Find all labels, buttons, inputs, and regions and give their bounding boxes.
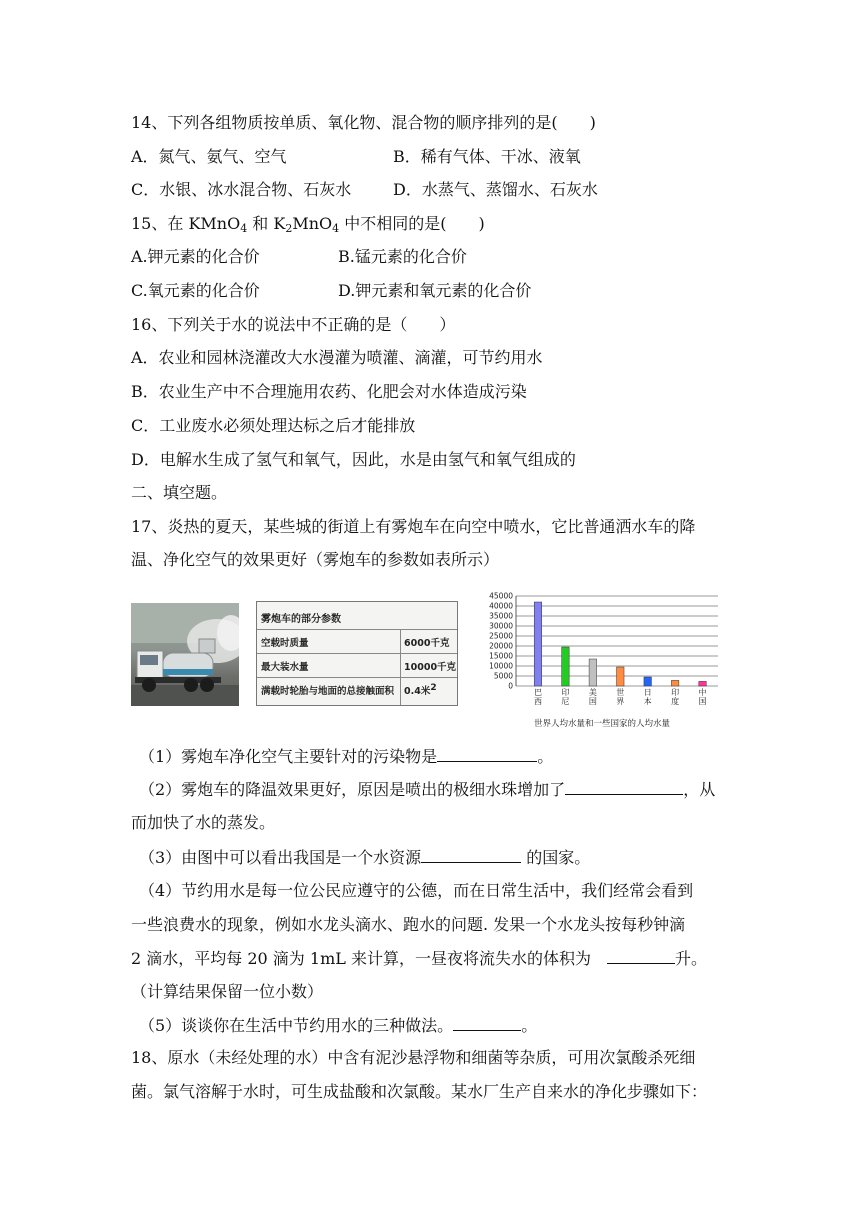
table-row-value: 0.4米$^2$: [404, 682, 437, 697]
fog-cannon-truck-photo: [131, 603, 239, 706]
q16-option-b: B．农业生产中不合理施用农药、化肥会对水体造成污染: [131, 382, 527, 401]
table-row-label: 空载时质量: [261, 638, 309, 649]
chart-bar-1: [562, 647, 570, 686]
table-row: [257, 653, 457, 678]
q15-option-d: D.钾元素和氧元素的化合价: [338, 281, 532, 300]
section-heading: 二、填空题。: [131, 483, 228, 502]
chart-y-tick-label: 20000: [489, 641, 513, 651]
q17-part4-line3: 2 滴水，平均每 20 滴为 1mL 来计算，一昼夜将流失水的体积为 升。: [131, 949, 707, 968]
q14-option-c: C．水银、冰水混合物、石灰水: [131, 180, 352, 199]
q14-option-b: B．稀有气体、干冰、液氧: [393, 147, 581, 166]
q17-part2: （2）雾炮车的降温效果更好，原因是喷出的极细水珠增加了 ，从: [139, 780, 716, 799]
chart-y-tick-label: 40000: [489, 601, 513, 611]
chart-bar-0: [534, 602, 542, 686]
chart-x-tick-label: 国: [698, 697, 707, 706]
chart-y-tick-label: 15000: [489, 651, 513, 661]
answer-blank[interactable]: [421, 846, 521, 863]
chart-x-tick-label: 度: [671, 697, 680, 706]
table-row-label: 最大装水量: [261, 662, 309, 673]
chart-title: 世界人均水量和一些国家的人均水量: [533, 719, 671, 729]
answer-blank[interactable]: [607, 947, 675, 964]
q17-part2-line2: 而加快了水的蒸发。: [131, 813, 276, 832]
q14-option-a: A．氮气、氨气、空气: [131, 147, 287, 166]
q17-stem-line1: 17、炎热的夏天，某些城的街道上有雾炮车在向空中喷水，它比普通洒水车的降: [131, 517, 696, 536]
chart-bar-3: [617, 667, 625, 686]
chart-x-tick-label: 中: [698, 688, 707, 697]
chart-y-tick-label: 0: [508, 681, 513, 691]
q18-line1: 18、原水（未经处理的水）中含有泥沙悬浮物和细菌等杂质，可用次氯酸杀死细: [131, 1048, 696, 1067]
q15-stem: 15、在 KMnO$_4$ 和 $K_2MnO_4$ 中不相同的是( ): [131, 214, 485, 235]
q15-option-a: A.钾元素的化合价: [131, 247, 260, 266]
q16-option-c: C．工业废水必须处理达标之后才能排放: [131, 416, 416, 435]
q16-option-a: A．农业和园林浇灌改大水漫灌为喷灌、滴灌，可节约用水: [131, 348, 543, 367]
q17-part3: （3）由图中可以看出我国是一个水资源 的国家。: [139, 848, 591, 867]
answer-blank[interactable]: [437, 745, 537, 762]
chart-y-tick-label: 35000: [489, 611, 513, 621]
water-per-capita-bar-chart: [480, 588, 725, 733]
answer-blank[interactable]: [565, 778, 683, 795]
chart-x-tick-label: 世: [616, 688, 625, 697]
chart-x-tick-label: 日: [643, 688, 652, 697]
chart-x-tick-label: 美: [588, 688, 597, 697]
q18-line2: 菌。氯气溶解于水时，可生成盐酸和次氯酸。某水厂生产自来水的净化步骤如下：: [131, 1082, 708, 1101]
table-title-row: [257, 602, 457, 630]
table-row-value: 10000千克: [404, 662, 457, 673]
chart-x-tick-label: 印: [561, 688, 570, 697]
q16-stem: 16、下列关于水的说法中不正确的是（ ）: [131, 315, 456, 334]
q17-part4-line4: （计算结果保留一位小数）: [131, 982, 324, 1001]
q15-option-b: B.锰元素的化合价: [338, 247, 467, 266]
table-row-label: 满载时轮胎与地面的总接触面积: [261, 686, 395, 697]
q17-part5: （5）谈谈你在生活中节约用水的三种做法。 。: [139, 1016, 538, 1035]
chart-x-tick-label: 国: [588, 697, 597, 706]
answer-blank[interactable]: [453, 1014, 521, 1031]
chart-y-tick-label: 10000: [489, 661, 513, 671]
chart-x-tick-label: 印: [671, 688, 680, 697]
table-row: [257, 677, 457, 701]
chart-bar-5: [671, 680, 679, 686]
q14-stem: 14、下列各组物质按单质、氧化物、混合物的顺序排列的是( ): [131, 113, 596, 132]
chart-x-tick-label: 界: [616, 697, 625, 706]
q17-part4-line1: （4）节约用水是每一位公民应遵守的公德，而在日常生活中，我们经常会看到: [139, 881, 694, 900]
fog-cannon-parameter-table: [256, 601, 458, 706]
table-row: [257, 629, 457, 654]
chart-y-tick-label: 30000: [489, 621, 513, 631]
table-row-value: 6000千克: [404, 638, 450, 649]
chart-bar-4: [644, 677, 652, 686]
chart-x-tick-label: 本: [643, 697, 652, 706]
table-title: 雾炮车的部分参数: [261, 614, 341, 625]
q16-option-d: D．电解水生成了氢气和氧气，因此，水是由氢气和氧气组成的: [131, 450, 576, 469]
chart-bar-2: [589, 659, 597, 686]
chart-bar-6: [699, 681, 707, 686]
chart-y-tick-label: 45000: [489, 591, 513, 601]
q17-stem-line2: 温、净化空气的效果更好（雾炮车的参数如表所示）: [131, 550, 500, 569]
q14-option-d: D．水蒸气、蒸馏水、石灰水: [393, 180, 598, 199]
chart-x-tick-label: 尼: [561, 697, 570, 706]
chart-x-tick-label: 西: [533, 697, 542, 706]
q17-part1: （1）雾炮车净化空气主要针对的污染物是 。: [139, 747, 554, 766]
chart-x-tick-label: 巴: [533, 688, 542, 697]
q15-option-c: C.氧元素的化合价: [131, 281, 260, 300]
chart-y-tick-label: 25000: [489, 631, 513, 641]
chart-y-tick-label: 5000: [493, 671, 513, 681]
q17-part4-line2: 一些浪费水的现象，例如水龙头滴水、跑水的问题. 发果一个水龙头按每秒钟滴: [131, 915, 686, 934]
